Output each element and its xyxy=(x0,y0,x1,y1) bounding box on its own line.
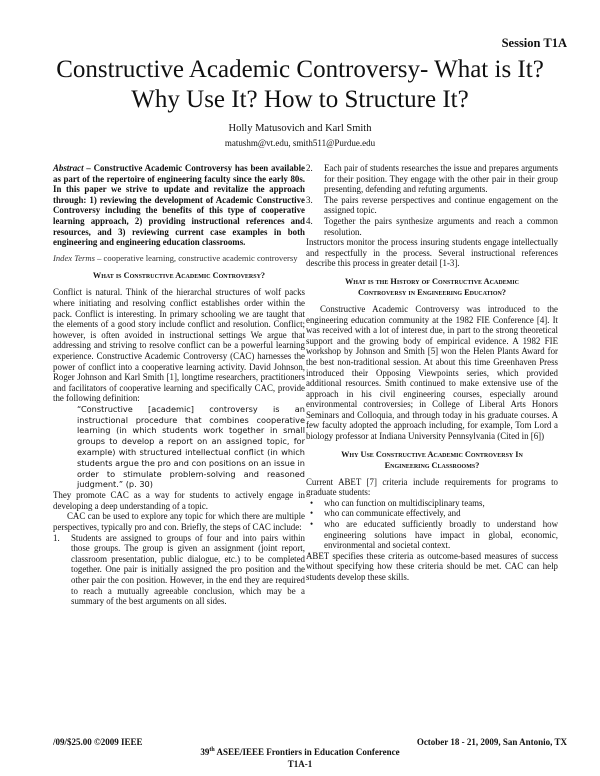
step-number: 4. xyxy=(306,215,313,226)
bullet-icon: • xyxy=(310,508,314,519)
step-number: 3. xyxy=(306,194,313,205)
step-text: Together the pairs synthesize arguments and reach a common resolution. xyxy=(324,215,558,237)
step-number: 2. xyxy=(306,163,313,173)
index-terms xyxy=(53,253,305,264)
session-label: Session T1A xyxy=(501,36,567,50)
section1-paragraph-2: They promote CAC as a way for students to actively engage in developing a deep understanding of a topic. xyxy=(53,490,305,511)
section2-paragraph-1: Constructive Academic Controversy was introduced to the engineering education community at the 1982 FIE Conference [4]. It was received with a lot of interest due, in part to the strong theoretical support and the growing body of empirical evidence. A 1982 FIE workshop by Johnson and Smith [5] won the Helen Plants Award for the best non-traditional session. At about this time Greenhaven Press introduced their Opposing Viewpoints series, which provided additional resources. Smith continued to make extensive use of the approach in his civil engineering courses, especially around environmental controversies; in College of Liberal Arts Honors Seminars and Colloquia, and through today in his graduate courses. A few faculty adopted the approach including, for example, Tom Lord a biology professor at Indiana University Pennsylvania (Cited in [6]) xyxy=(306,303,558,442)
bullet-icon: • xyxy=(310,497,314,508)
bullet-item xyxy=(306,519,558,551)
abstract-label: Abstract – xyxy=(53,163,91,173)
title-line-1: Constructive Academic Controversy- What is It? xyxy=(56,56,544,83)
step-item-2 xyxy=(306,163,558,195)
bullet-text: who can communicate effectively, and xyxy=(324,508,461,519)
step-item-3 xyxy=(306,195,558,216)
left-column xyxy=(53,163,305,607)
right-column xyxy=(306,163,558,583)
section-heading-what-is-cac: What is Constructive Academic Controversy? xyxy=(92,271,266,281)
author-emails: matushm@vt.edu, smith511@Purdue.edu xyxy=(224,138,376,148)
section3-paragraph-1: Current ABET [7] criteria include requirements for programs to graduate students: xyxy=(306,476,558,498)
step-number: 1. xyxy=(53,532,60,543)
index-terms-text: – cooperative learning, constructive academic controversy xyxy=(97,252,298,263)
index-terms-label: Index Terms xyxy=(53,252,95,263)
definition-quote: “Constructive [academic] controversy is an instructional procedure that combines cooperative learning (in which students work together in small groups to develop a report on an assigned topic, for example) with structured intellectual conflict (in which students argue the pro and con positions on an issue in order to stimulate problem-solving and reasoned judgment.” (p. 30) xyxy=(77,403,305,490)
authors: Holly Matusovich and Karl Smith xyxy=(228,123,372,134)
heading-line: Why Use Constructive Academic Controversy In xyxy=(341,449,523,459)
paper-title xyxy=(0,55,600,115)
footer-conference xyxy=(0,747,600,757)
section-heading-history xyxy=(306,276,558,298)
title-line-2: Why Use It? How to Structure It? xyxy=(131,86,469,113)
heading-line: Engineering Classrooms? xyxy=(384,460,480,470)
bullet-item xyxy=(306,498,558,509)
bullet-text: who can function on multidisciplinary teams, xyxy=(324,497,485,508)
heading-line: Controversy in Engineering Education? xyxy=(357,287,506,297)
footer-copyright: /09/$25.00 ©2009 IEEE xyxy=(53,737,143,747)
section1-paragraph-1: Conflict is natural. Think of the hierarchal structures of wolf packs where initiating and resolving conflict establishes order within the pack. Conflict is interesting. In primary schooling we are taught that the elements of a good story include conflict and resolution. Conflict; however, is often avoided in instructional settings We argue that addressing and striving to resolve conflict can be a powerful learning experience. Constructive Academic Controversy (CAC) harnesses the power of conflict into a cooperative learning activity. David Johnson, Roger Johnson and Karl Smith [1], longtime researchers, practitioners and facilitators of cooperative learning and specifically CAC, provide the following definition: xyxy=(53,287,305,404)
step-text: Students are assigned to groups of four and into pairs within those groups. The group is given an assignment (joint report, classroom presentation, public dialogue, etc.) to be completed together. One pair is initially assigned the pro position and the other pair the con position. However, in the end they are required to reach a mutually agreeable conclusion, which may be a summary of the best arguments on all sides. xyxy=(71,532,305,607)
bullet-icon: • xyxy=(310,519,314,530)
bullet-item xyxy=(306,508,558,519)
step-item-4 xyxy=(306,216,558,237)
page-number: T1A-1 xyxy=(287,759,313,769)
heading-line: What is the History of Constructive Academic xyxy=(345,276,519,286)
footer-date-location: October 18 - 21, 2009, San Antonio, TX xyxy=(416,737,567,747)
section-heading-why-use xyxy=(306,449,558,471)
conference-ordinal: 39 xyxy=(200,747,210,757)
bullet-text: who are educated sufficiently broadly to understand how engineering solutions have impact in global, economic, environmental and societal context. xyxy=(324,519,558,551)
section1-paragraph-3: CAC can be used to explore any topic for which there are multiple perspectives, typically pro and con. Briefly, the steps of CAC include: xyxy=(53,511,305,533)
conference-ordinal-suffix: th xyxy=(209,747,215,753)
after-steps-paragraph: Instructors monitor the process insuring students engage intellectually and respectfully in the process. Several instructional references describe this process in greater detail [1-3]. xyxy=(306,237,558,269)
step-text: The pairs reverse perspectives and continue engagement on the assigned topic. xyxy=(324,194,558,216)
section3-paragraph-2: ABET specifies these criteria as outcome-based measures of success without specifying how these criteria should be met. CAC can help students develop these skills. xyxy=(306,550,558,582)
step-text: Each pair of students researches the issue and prepares arguments for their position. They engage with the other pair in their group presenting, defending and refuting arguments. xyxy=(324,163,558,195)
abstract xyxy=(53,163,305,248)
step-item-1 xyxy=(53,533,305,607)
abstract-text: Constructive Academic Controversy has been available as part of the repertoire of engineering faculty since the early 80s. In this paper we strive to update and revitalize the approach through: 1) reviewing the development of Academic Constructive Controversy including the benefits of this type of cooperative learning approach, 2) providing instructional references and resources, and 3) reviewing current case examples in both engineering and engineering education classrooms. xyxy=(53,163,305,248)
conference-name: ASEE/IEEE Frontiers in Education Conference xyxy=(214,747,400,757)
